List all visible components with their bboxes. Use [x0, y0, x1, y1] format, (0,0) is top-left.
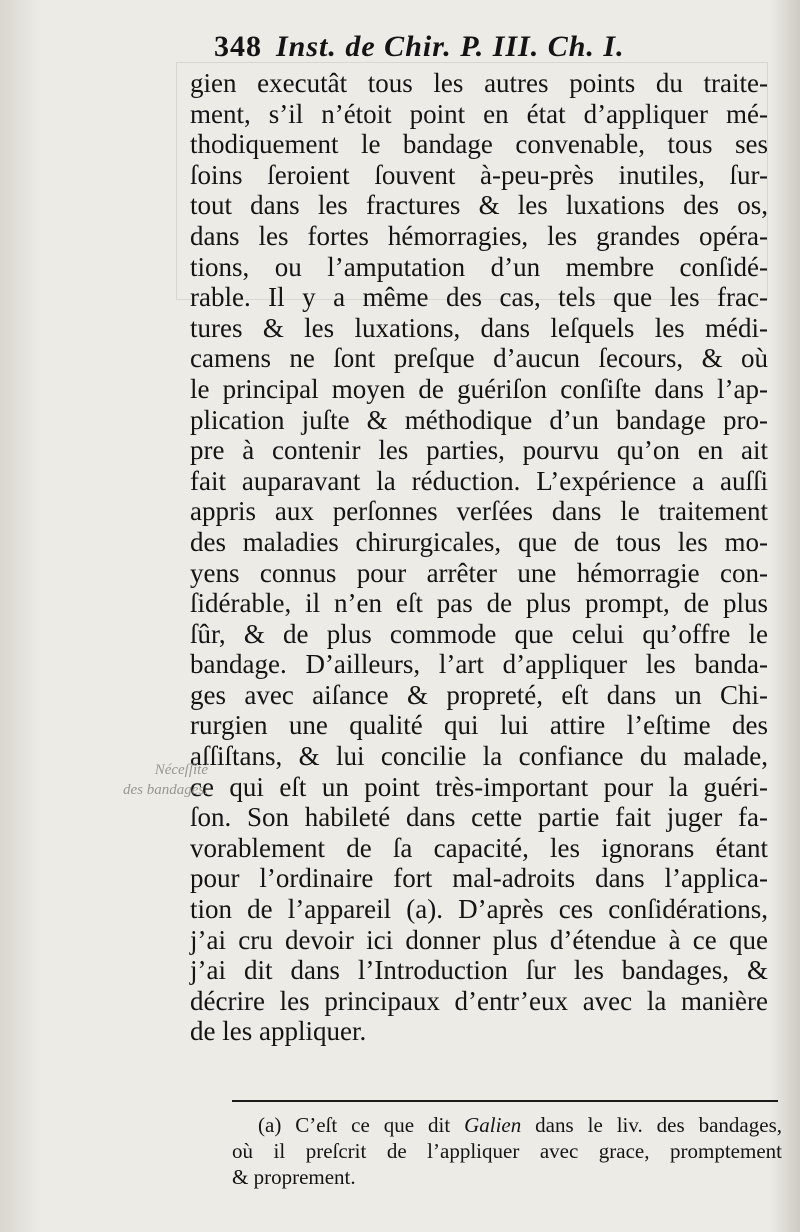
text-line: tion de l’appareil (a). D’après ces conſidérations, — [190, 894, 768, 925]
text-line: des maladies chirurgicales, que de tous les mo- — [190, 526, 768, 557]
text-line: tout dans les fractures & les luxations des os, — [190, 190, 768, 221]
text-line: plication juſte & méthodique d’un bandage pro- — [190, 404, 768, 435]
text-line: fait auparavant la réduction. L’expérience a auſſi — [190, 465, 768, 496]
text-line: de les appliquer. — [190, 1016, 367, 1047]
margin-note-line: Néceſſité — [154, 762, 208, 778]
text-line: ſon. Son habileté dans cette partie fait juger fa- — [190, 802, 768, 833]
text-line: tions, ou l’amputation d’un membre conſidé- — [190, 251, 768, 282]
footnote-line: & proprement. — [232, 1165, 356, 1189]
text-line: aſſiſtans, & lui concilie la confiance du malade, — [190, 741, 768, 772]
footnote-text: (a) C’eſt ce que dit — [258, 1113, 465, 1137]
footnote-text: dans le liv. des bandages, — [521, 1113, 782, 1137]
text-line: pre à contenir les parties, pourvu qu’on en ait — [190, 435, 768, 466]
text-line: ſûr, & de plus commode que celui qu’offre le — [190, 618, 768, 649]
text-line: ſidérable, il n’en eſt pas de plus prompt, de plus — [190, 588, 768, 619]
footnote-rule — [232, 1100, 778, 1102]
running-title: Inst. de Chir. P. III. Ch. I. — [276, 30, 625, 63]
body-text — [190, 68, 768, 1047]
text-line: bandage. D’ailleurs, l’art d’appliquer les banda- — [190, 649, 768, 680]
running-header — [214, 30, 774, 70]
text-line: ſoins ſeroient ſouvent à-peu-près inutiles, ſur- — [190, 159, 768, 190]
text-line: pour l’ordinaire fort mal-adroits dans l’applica- — [190, 863, 768, 894]
text-line: ges avec aiſance & propreté, eſt dans un Chi- — [190, 679, 768, 710]
text-line: ce qui eſt un point très-important pour la guéri- — [190, 771, 768, 802]
text-line: décrire les principaux d’entr’eux avec la manière — [190, 985, 768, 1016]
text-line: vorablement de ſa capacité, les ignorans étant — [190, 832, 768, 863]
text-line: thodiquement le bandage convenable, tous ses — [190, 129, 768, 160]
text-line: rable. Il y a même des cas, tels que les frac- — [190, 282, 768, 313]
page-number: 348 — [214, 30, 262, 63]
text-line: yens connus pour arrêter une hémorragie con- — [190, 557, 768, 588]
text-line: tures & les luxations, dans leſquels les médi- — [190, 312, 768, 343]
footnote — [232, 1112, 782, 1190]
text-line: le principal moyen de guériſon conſiſte dans l’ap- — [190, 373, 768, 404]
page-gutter-shadow — [0, 0, 40, 1232]
text-line: rurgien une qualité qui lui attire l’eſtime des — [190, 710, 768, 741]
footnote-line: où il preſcrit de l’appliquer avec grace, promptement — [232, 1139, 782, 1163]
footnote-line — [232, 1112, 782, 1138]
text-line: gien executât tous les autres points du traite- — [190, 68, 768, 98]
text-line: dans les fortes hémorragies, les grandes opéra- — [190, 220, 768, 251]
margin-note — [108, 760, 208, 800]
page-edge-shadow — [770, 0, 800, 1232]
text-line: ment, s’il n’étoit point en état d’appliquer mé- — [190, 98, 768, 129]
text-line: appris aux perſonnes verſées dans le traitement — [190, 496, 768, 527]
text-line: camens ne ſont preſque d’aucun ſecours, & où — [190, 343, 768, 374]
text-line: j’ai dit dans l’Introduction ſur les bandages, & — [190, 955, 768, 986]
text-line: j’ai cru devoir ici donner plus d’étendue à ce que — [190, 924, 768, 955]
margin-note-line: des bandages. — [123, 782, 208, 798]
footnote-author-name: Galien — [464, 1113, 522, 1137]
